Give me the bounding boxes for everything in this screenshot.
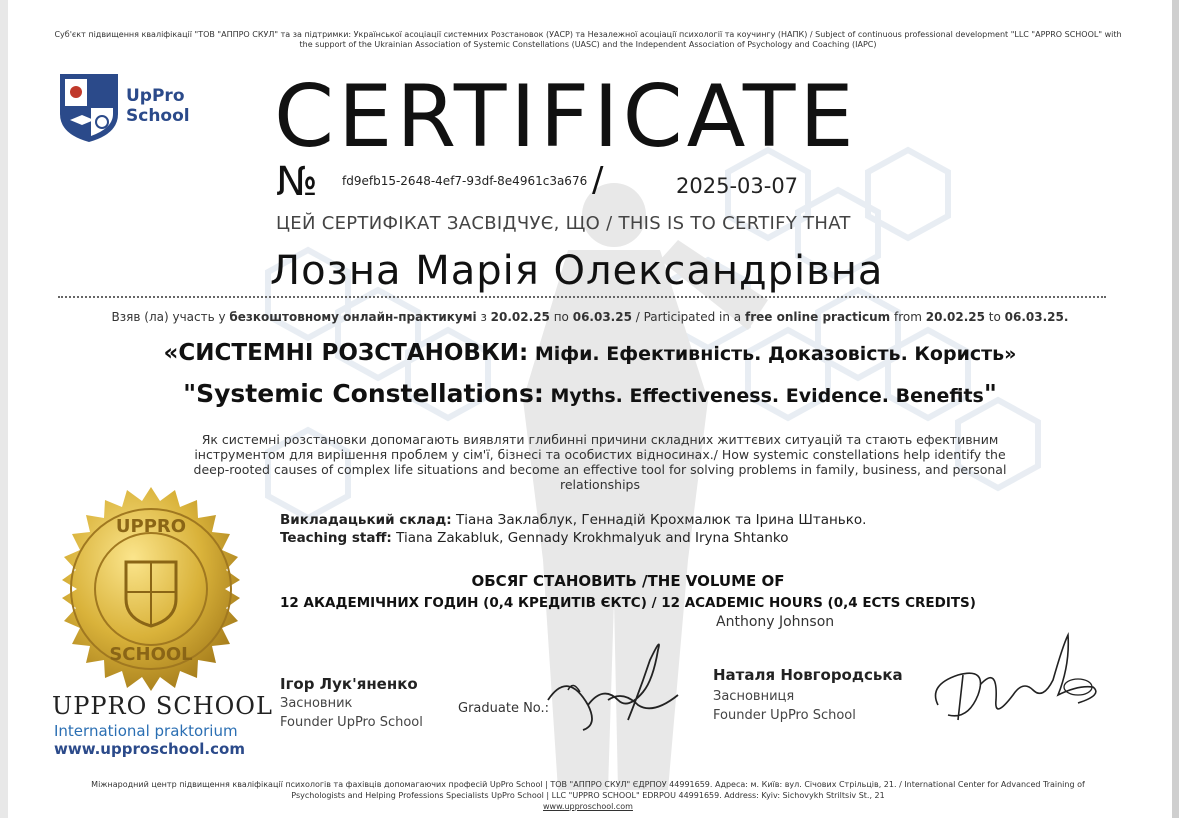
participation-bold: безкоштовному онлайн-практикумі	[229, 310, 477, 324]
certificate-id: fd9efb15-2648-4ef7-93df-8e4961c3a676	[342, 174, 588, 188]
signer1-name: Ігор Лук'яненко	[280, 675, 418, 693]
number-symbol: №	[276, 159, 318, 205]
number-separator: /	[592, 160, 604, 200]
course-title-en	[28, 379, 1152, 408]
uppro-logo	[56, 70, 206, 150]
signer2-role-ua: Засновниця	[713, 689, 795, 704]
signer1-role-en: Founder UpPro School	[280, 715, 423, 730]
course-title-en-main: "Systemic Constellations:	[183, 379, 544, 408]
graduate-label: Graduate No.:	[458, 701, 550, 716]
participation-text: з	[476, 310, 491, 324]
volume-line1: ОБСЯГ СТАНОВИТЬ /THE VOLUME OF	[471, 572, 785, 590]
participation-bold: 06.03.25	[572, 310, 632, 324]
course-title-ua-rest: Міфи. Ефективність. Доказовість. Користь»	[528, 343, 1017, 365]
certificate-date: 2025-03-07	[676, 174, 799, 198]
seal-top-text: UPPRO	[115, 516, 187, 537]
footer-line1: Міжнародний центр підвищення кваліфікації психологів та фахівців допомагаючих професій UpPro School | ТОВ "АППРО СКУЛ" ЄДРПОУ 44991659. Адреса: м. Київ: вул. Січових Стрільців, 21. / International Center for Advanced Training of	[91, 780, 1085, 789]
participation-text: / Participated in a	[631, 310, 745, 324]
right-page-edge	[1172, 0, 1179, 818]
footer-line2: Psychologists and Helping Professions Specialists UpPro School | LLC "UPPRO SCHOOL" EDRPOU 44991659. Address: Kyiv: Sichovykh Striltsiv St., 21	[291, 791, 885, 800]
course-title-ua	[28, 340, 1152, 366]
certificate-title: CERTIFICATE	[274, 67, 858, 167]
gold-seal-icon	[46, 484, 256, 694]
participation-line	[28, 310, 1152, 324]
participation-bold: 20.02.25	[490, 310, 550, 324]
course-description: Як системні розстановки допомагають виявляти глибинні причини складних життєвих ситуацій та стають ефективним інструментом для вирішення проблем у сім'ї, бізнесі та особистих відносинах./ How systemic constellations help identify the deep-rooted causes of complex life situations and become an effective tool for solving problems in family, business, and personal relationships	[193, 432, 1007, 492]
signer2-role-en: Founder UpPro School	[713, 708, 856, 723]
course-title-en-close: "	[983, 379, 997, 408]
graduate-name: Anthony Johnson	[716, 614, 835, 630]
certify-line: ЦЕЙ СЕРТИФІКАТ ЗАСВІДЧУЄ, ЩО / THIS IS TO CERTIFY THAT	[276, 213, 851, 234]
school-url-link[interactable]: www.upproschool.com	[54, 740, 245, 758]
participation-text: Взяв (ла) участь у	[111, 310, 230, 324]
logo-line2: School	[126, 106, 190, 126]
participation-text: по	[549, 310, 573, 324]
participation-bold: 20.02.25	[925, 310, 985, 324]
teaching-label-en: Teaching staff:	[280, 530, 392, 546]
course-title-ua-main: «СИСТЕМНІ РОЗСТАНОВКИ:	[163, 340, 529, 366]
participation-text: from	[890, 310, 926, 324]
signer1-role-ua: Засновник	[280, 696, 353, 711]
header-note: Суб'єкт підвищення кваліфікації "ТОВ "АППРО СКУЛ" та за підтримки: Української асоціації системних Розстановок (УАСР) та Незалежної асоціації психології та коучингу (НАПК) / Subject of continuous professional development "LLC "APPRO SCHOOL" with the support of the Ukrainian Association of Systemic Constellations (UASC) and the Independent Association of Psychology and Coaching (IAPC)	[54, 30, 1122, 49]
participation-text: to	[984, 310, 1005, 324]
recipient-name: Лозна Марія Олександрівна	[270, 248, 884, 294]
volume-line2: 12 АКАДЕМІЧНИХ ГОДИН (0,4 КРЕДИТІВ ЄКТС) / 12 ACADEMIC HOURS (0,4 ECTS CREDITS)	[280, 595, 976, 611]
participation-bold: 06.03.25.	[1004, 310, 1069, 324]
school-name: UPPRO SCHOOL	[52, 692, 273, 720]
logo-line1: UpPro	[126, 86, 185, 106]
signer2-name: Наталя Новгородська	[713, 666, 903, 684]
footer-url-link[interactable]: www.upproschool.com	[543, 802, 633, 811]
teaching-names-en: Tiana Zakabluk, Gennady Krokhmalyuk and Iryna Shtanko	[391, 530, 789, 546]
teaching-staff-ua	[280, 512, 866, 528]
course-title-en-rest: Myths. Effectiveness. Evidence. Benefits	[543, 385, 984, 407]
teaching-label-ua: Викладацький склад:	[280, 512, 452, 528]
left-page-edge	[0, 0, 8, 818]
shield-logo-icon	[56, 70, 122, 144]
seal-bottom-text: SCHOOL	[109, 644, 193, 665]
name-divider	[58, 296, 1106, 298]
teaching-names-ua: Тіана Заклаблук, Геннадій Крохмалюк та Ірина Штанько.	[451, 512, 867, 528]
participation-bold: free online practicum	[744, 310, 891, 324]
teaching-staff-en	[280, 530, 789, 546]
signature2-icon	[918, 625, 1108, 735]
school-sub: International praktorium	[54, 722, 238, 740]
signature1-icon	[528, 630, 688, 740]
certificate-page	[8, 0, 1172, 818]
